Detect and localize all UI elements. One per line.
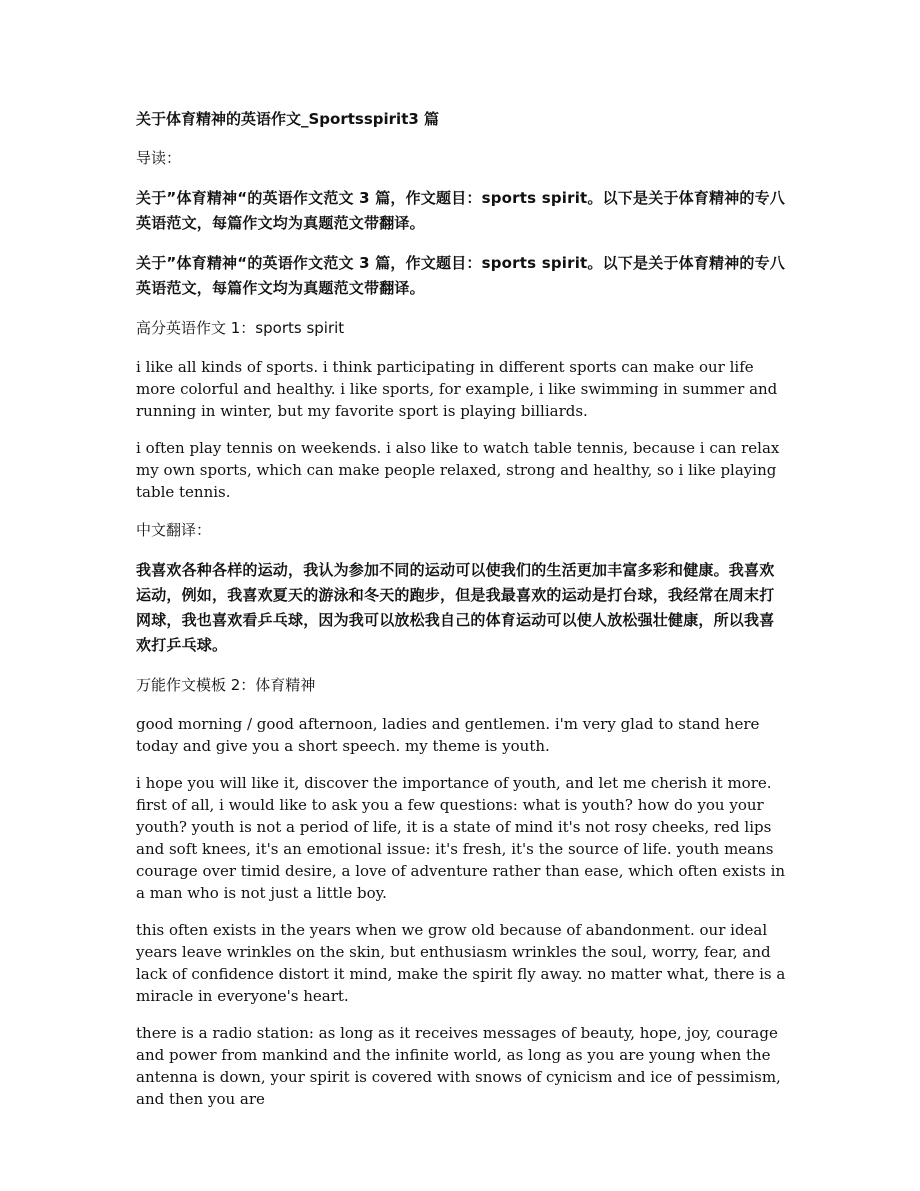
essay2-paragraph-1: good morning / good afternoon, ladies and gentlemen. i'm very glad to stand here today and give you a short speech. my theme is youth. [136, 715, 760, 755]
essay1-heading: 高分英语作文 1：sports spirit [136, 319, 345, 337]
essay2-paragraph-4: there is a radio station: as long as it receives messages of beauty, hope, joy, courage and power from mankind and the infinite world, as long as you are young when the antenna is down, your spirit is covered with snows of cynicism and ice of pessimism, and then you are [136, 1024, 781, 1108]
intro-label: 导读： [136, 149, 182, 167]
essay2-paragraph-2: i hope you will like it, discover the importance of youth, and let me cherish it more. first of all, i would like to ask you a few questions: what is youth? how do you your youth? youth is not a period of life, it is a state of mind it's not rosy cheeks, red lips and soft knees, it's an emotional issue: it's fresh, it's the source of life. youth means courage over timid desire, a love of adventure rather than ease, which often exists in a man who is not just a little boy. [136, 774, 786, 902]
translation-label: 中文翻译： [136, 521, 212, 539]
essay2-heading: 万能作文模板 2：体育精神 [136, 676, 316, 694]
document-title: 关于体育精神的英语作文_Sportsspirit3 篇 [136, 110, 440, 128]
translation-paragraph: 我喜欢各种各样的运动，我认为参加不同的运动可以使我们的生活更加丰富多彩和健康。我喜欢运动，例如，我喜欢夏天的游泳和冬天的跑步，但是我最喜欢的运动是打台球，我经常在周末打网球，我也喜欢看乒乓球，因为我可以放松我自己的体育运动可以使人放松强壮健康，所以我喜欢打乒乓球。 [136, 561, 775, 654]
essay1-paragraph-1: i like all kinds of sports. i think participating in different sports can make our life more colorful and healthy. i like sports, for example, i like swimming in summer and running in winter, but my favorite sport is playing billiards. [136, 358, 778, 420]
essay1-paragraph-2: i often play tennis on weekends. i also like to watch table tennis, because i can relax my own sports, which can make people relaxed, strong and healthy, so i like playing table tennis. [136, 439, 780, 501]
intro-paragraph-2: 关于”体育精神“的英语作文范文 3 篇，作文题目：sports spirit。以下是关于体育精神的专八英语范文，每篇作文均为真题范文带翻译。 [136, 254, 786, 297]
essay2-paragraph-3: this often exists in the years when we grow old because of abandonment. our ideal years leave wrinkles on the skin, but enthusiasm wrinkles the soul, worry, fear, and lack of confidence distort it mind, make the spirit fly away. no matter what, there is a miracle in everyone's heart. [136, 921, 786, 1005]
document-page [136, 106, 786, 1125]
intro-paragraph-1: 关于”体育精神“的英语作文范文 3 篇，作文题目：sports spirit。以下是关于体育精神的专八英语范文，每篇作文均为真题范文带翻译。 [136, 189, 786, 232]
